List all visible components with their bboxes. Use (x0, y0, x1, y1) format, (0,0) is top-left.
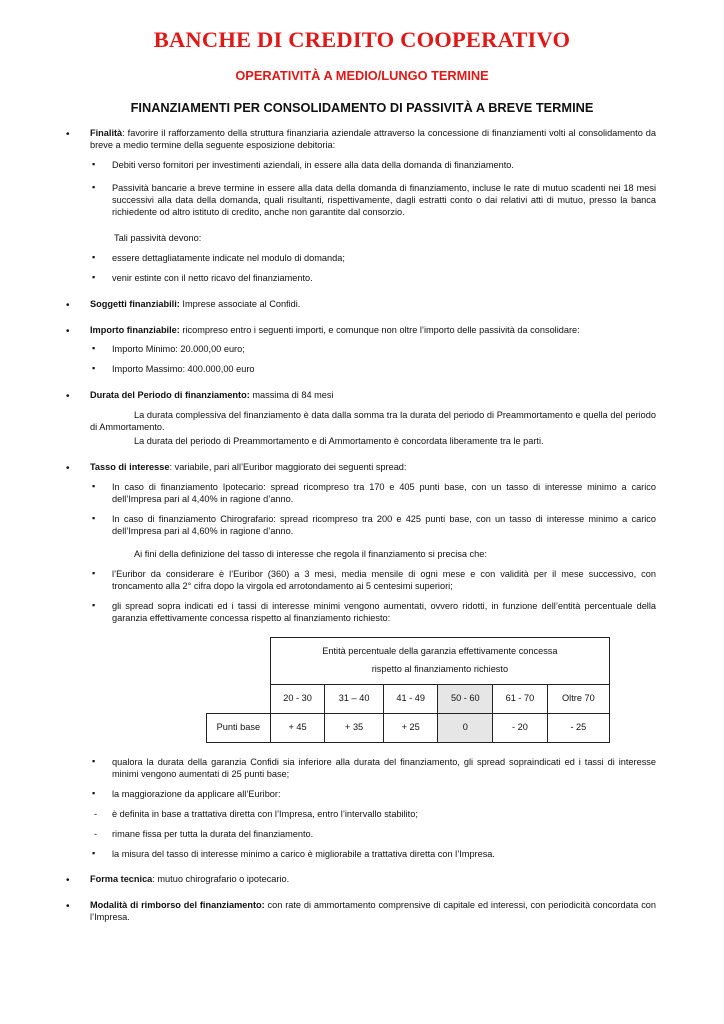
value-cell: + 25 (383, 713, 438, 742)
soggetti-bullet (66, 299, 656, 311)
finalita-item: ▪ Debiti verso fornitori per investimenti aziendali, in essere alla data della domanda di finanziamento. (90, 160, 656, 172)
durata-paragraph: La durata complessiva del finanziamento è data dalla somma tra la durata del periodo di Preammortamento e quella del periodo di Ammortamento. (90, 410, 656, 433)
durata-bullet (66, 390, 656, 402)
value-cell: + 35 (325, 713, 383, 742)
tasso-item: ▪ In caso di finanziamento Chirografario: spread ricompreso tra 200 e 425 punti base, con un tasso di interesse minimo a carico dell’Impresa pari al 4,60% in ragione d’anno. (90, 514, 656, 538)
document-body (66, 128, 656, 924)
finalita-bullet (66, 128, 656, 152)
tasso-item: ▪ In caso di finanziamento Ipotecario: spread ricompreso tra 170 e 405 punti base, con un tasso di interesse minimo a carico dell’Impresa pari al 4,40% in ragione d’anno. (90, 482, 656, 506)
tasso-last-item: ▪ la misura del tasso di interesse minimo a carico è migliorabile a trattativa diretta con l’Impresa. (90, 849, 656, 861)
tasso-bullet (66, 462, 656, 474)
importo-label: Importo finanziabile: (90, 324, 180, 335)
range-cell: 50 - 60 (438, 684, 493, 713)
value-cell: 0 (438, 713, 493, 742)
durata-text: massima di 84 mesi (249, 390, 334, 401)
tasso-note-item: ▪ gli spread sopra indicati ed i tassi di interesse minimi vengono aumentati, ovvero ridotti, in funzione dell’entità percentuale della garanzia effettivamente concessa rispetto al finanziamento richiesto: (90, 601, 656, 625)
finalita-label: Finalità (90, 128, 123, 138)
importo-text: ricompreso entro i seguenti importi, e comunque non oltre l’importo delle passività da consolidare: (179, 324, 580, 335)
finalita-text: : favorire il rafforzamento della struttura finanziaria aziendale attraverso la concessione di finanziamenti volti al consolidamento da breve a medio termine della seguente esposizione debitoria: (90, 128, 656, 150)
soggetti-text: Imprese associate al Confidi. (179, 298, 301, 309)
page-title: BANCHE DI CREDITO COOPERATIVO (153, 27, 571, 52)
tasso-note-item: ▪ l’Euribor da considerare è l’Euribor (360) a 3 mesi, media mensile di ogni mese e con validità per il mese successivo, con troncamento alla 2° cifra dopo la virgola ed arrotondamento ai 5 centesimi superiori; (90, 569, 656, 593)
tasso-after-item: ▪ qualora la durata della garanzia Confidi sia inferiore alla durata del finanziamento, gli spread sopraindicati ed i tassi di interesse minimi vengono aumentati di 25 punti base; (90, 757, 656, 781)
value-cell: - 20 (493, 713, 548, 742)
tasso-after-item: ▪ la maggiorazione da applicare all’Euribor: (90, 789, 656, 801)
range-cell: 61 - 70 (493, 684, 548, 713)
tasso-dash-item: - è definita in base a trattativa diretta con l’Impresa, entro l’intervallo stabilito; (90, 809, 656, 821)
section-heading: FINANZIAMENTI PER CONSOLIDAMENTO DI PASSIVITÀ A BREVE TERMINE (130, 100, 594, 115)
tasso-label: Tasso di interesse (90, 462, 170, 473)
importo-item: ▪ Importo Minimo: 20.000,00 euro; (90, 344, 656, 356)
table-row (207, 684, 610, 713)
soggetti-label: Soggetti finanziabili: (90, 298, 180, 309)
finalita-note-item: ▪ essere dettagliatamente indicate nel modulo di domanda; (90, 253, 656, 265)
table-row (207, 713, 610, 742)
forma-label: Forma tecnica (90, 874, 153, 885)
spread-table (206, 637, 610, 743)
forma-bullet (66, 874, 656, 886)
range-cell: Oltre 70 (547, 684, 609, 713)
durata-label: Durata del Periodo di finanziamento: (90, 390, 250, 401)
tasso-text: : variabile, pari all’Euribor maggiorato dei seguenti spread: (169, 462, 407, 473)
page-subtitle: OPERATIVITÀ A MEDIO/LUNGO TERMINE (235, 68, 489, 83)
finalita-note-item: ▪ venir estinte con il netto ricavo del finanziamento. (90, 273, 656, 285)
table-header-line: Entità percentuale della garanzia effettivamente concessa (322, 646, 558, 657)
importo-bullet (66, 325, 656, 337)
table-corner (207, 684, 271, 713)
value-cell: - 25 (547, 713, 609, 742)
modalita-bullet (66, 900, 656, 924)
value-cell: + 45 (270, 713, 325, 742)
tasso-note: Ai fini della definizione del tasso di interesse che regola il finanziamento si precisa che: (134, 548, 487, 559)
table-header-line: rispetto al finanziamento richiesto (371, 663, 509, 674)
range-cell: 20 - 30 (270, 684, 325, 713)
durata-paragraph: La durata del periodo di Preammortamento e di Ammortamento è concordata liberamente tra le parti. (134, 436, 544, 447)
range-cell: 41 - 49 (383, 684, 438, 713)
row-label: Punti base (207, 713, 271, 742)
importo-item: ▪ Importo Massimo: 400.000,00 euro (90, 364, 656, 376)
table-corner (207, 637, 271, 684)
range-cell: 31 – 40 (325, 684, 383, 713)
tasso-dash-item: - rimane fissa per tutta la durata del finanziamento. (90, 829, 656, 841)
finalita-item: ▪ Passività bancarie a breve termine in essere alla data della domanda di finanziamento, incluse le rate di mutuo scadenti nei 18 mesi successivi alla data della domanda, quali risultanti, rispettivamente, dagli estratti conto o dai relativi atti di mutuo, presso la banca richiedente od altro istituto di credito, anche non garantite dal consorzio. (90, 183, 656, 219)
modalita-text: con rate di ammortamento comprensive di capitale ed interessi, con periodicità concordata con l’Impresa. (90, 900, 657, 923)
modalita-label: Modalità di rimborso del finanziamento: (90, 900, 265, 911)
forma-text: : mutuo chirografario o ipotecario. (152, 874, 290, 885)
table-header (270, 637, 609, 684)
finalita-note: Tali passività devono: (114, 232, 202, 243)
